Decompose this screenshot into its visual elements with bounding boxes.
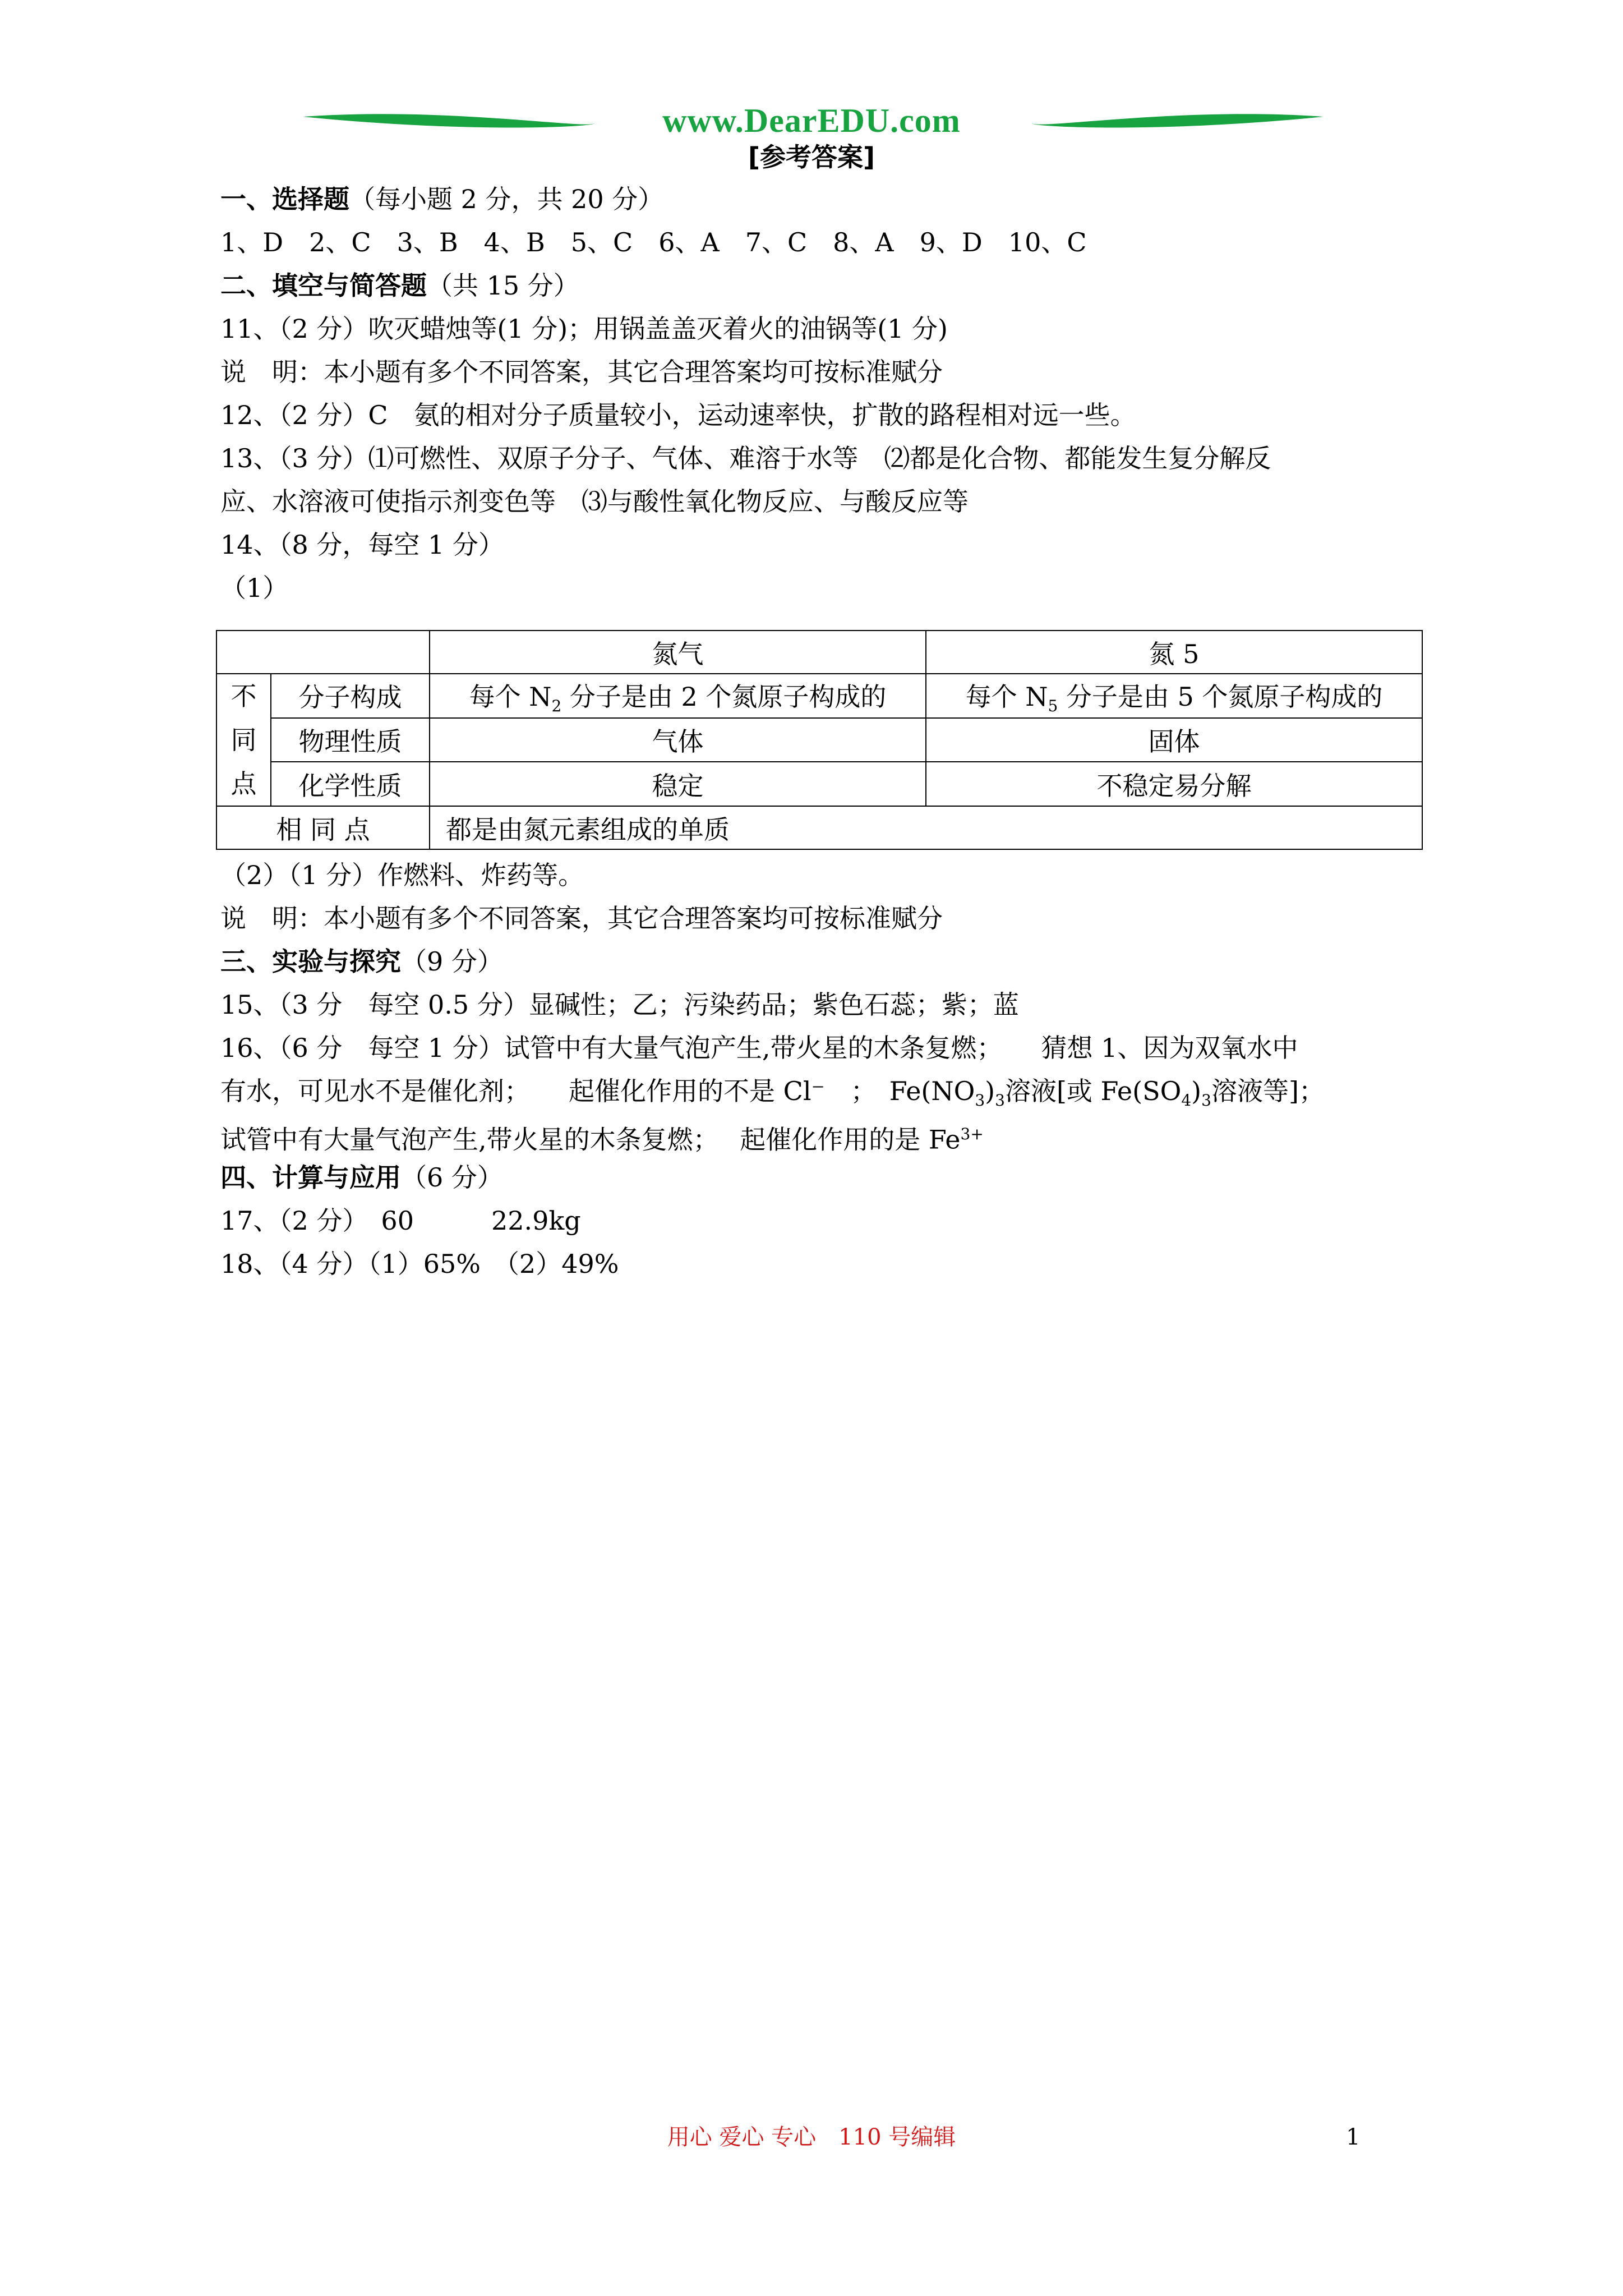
table-cell-prop: 物理性质 [271,718,430,762]
table-header-row [216,631,1422,674]
section-heading-4 [220,1161,503,1194]
table-row [216,718,1422,762]
answer-line-17: 17、（2 分） 60 22.9kg [220,1205,581,1236]
table-cell-prop: 化学性质 [271,762,430,806]
table-row [216,674,1422,718]
section-note: （9 分） [401,946,503,977]
table-header-cell: 氮 5 [926,631,1422,674]
answer-line-18: 18、（4 分）（1）65% （2）49% [220,1249,619,1279]
section-note: （6 分） [401,1162,503,1193]
section-title: 四、计算与应用 [220,1162,401,1193]
section-heading-1 [220,182,663,216]
table-corner-cell [216,631,430,674]
answer-line-11: 11、（2 分）吹灭蜡烛等(1 分)；用锅盖盖灭着火的油锅等(1 分) [220,314,948,344]
section-heading-2 [220,269,579,302]
answer-line-13-cont: 应、水溶液可使指示剂变色等 ⑶与酸性氧化物反应、与酸反应等 [220,486,969,517]
answer-line-14-part1: （1） [220,573,289,603]
answer-line-13: 13、（3 分）⑴可燃性、双原子分子、气体、难溶于水等 ⑵都是化合物、都能发生复分解反 [220,443,1271,473]
table-cell: 每个 $N_2$ 分子是由 2 个氮原子构成的 [430,674,926,718]
section-title: 二、填空与简答题 [220,270,427,301]
answer-line-15: 15、（3 分 每空 0.5 分）显碱性；乙；污染药品；紫色石蕊；紫；蓝 [220,990,1019,1020]
page-footer: 用心 爱心 专心 110 号编辑 [667,2124,956,2150]
same-label-cell: 相 同 点 [216,806,430,849]
section-title: 三、实验与探究 [220,946,401,977]
section-title: 一、选择题 [220,184,349,214]
answer-line-16-cont2: 试管中有大量气泡产生,带火星的木条复燃； 起催化作用的是 $Fe^{3+}$ [220,1124,984,1155]
table-row [216,762,1422,806]
diff-label-char: 不 [230,681,257,711]
note-line: 说 明：本小题有多个不同答案，其它合理答案均可按标准赋分 [220,357,943,387]
table-cell: 稳定 [430,762,926,806]
section-note: （每小题 2 分，共 20 分） [349,184,664,214]
table-cell: 每个 $N_5$ 分子是由 5 个氮原子构成的 [926,674,1422,718]
same-value-cell: 都是由氮元素组成的单质 [430,806,1422,849]
answer-line-16-cont: 有水，可见水不是催化剂； 起催化作用的不是 Cl⁻ ； $Fe(NO_3)_3$溶液[或 $Fe(SO_4)_3$溶液等]； [220,1076,1325,1110]
diff-label-cell [216,674,271,806]
diff-label-char: 同 [230,725,257,755]
table-cell-prop: 分子构成 [271,674,430,718]
answer-line-14-part2: （2）（1 分）作燃料、炸药等。 [220,860,584,890]
page-number: 1 [1346,2124,1361,2150]
site-logo: www.DearEDU.com [662,102,961,139]
table-cell: 不稳定易分解 [926,762,1422,806]
page-title: [参考答案] [748,142,875,172]
answer-line-choice: 1、D 2、C 3、B 4、B 5、C 6、A 7、C 8、A 9、D 10、C [220,227,1087,257]
answer-line-16: 16、（6 分 每空 1 分）试管中有大量气泡产生,带火星的木条复燃； 猜想 1、因为双氧水中 [220,1033,1298,1063]
answer-line-12: 12、（2 分）C 氨的相对分子质量较小，运动速率快，扩散的路程相对远一些。 [220,400,1136,430]
diff-label-char: 点 [230,769,257,799]
comparison-table [216,630,1423,850]
note-line: 说 明：本小题有多个不同答案，其它合理答案均可按标准赋分 [220,903,943,933]
table-header-cell: 氮气 [430,631,926,674]
answer-line-14: 14、（8 分，每空 1 分） [220,530,504,560]
table-row [216,806,1422,849]
section-heading-3 [220,945,503,978]
table-cell: 固体 [926,718,1422,762]
section-note: （共 15 分） [427,270,579,301]
table-cell: 气体 [430,718,926,762]
